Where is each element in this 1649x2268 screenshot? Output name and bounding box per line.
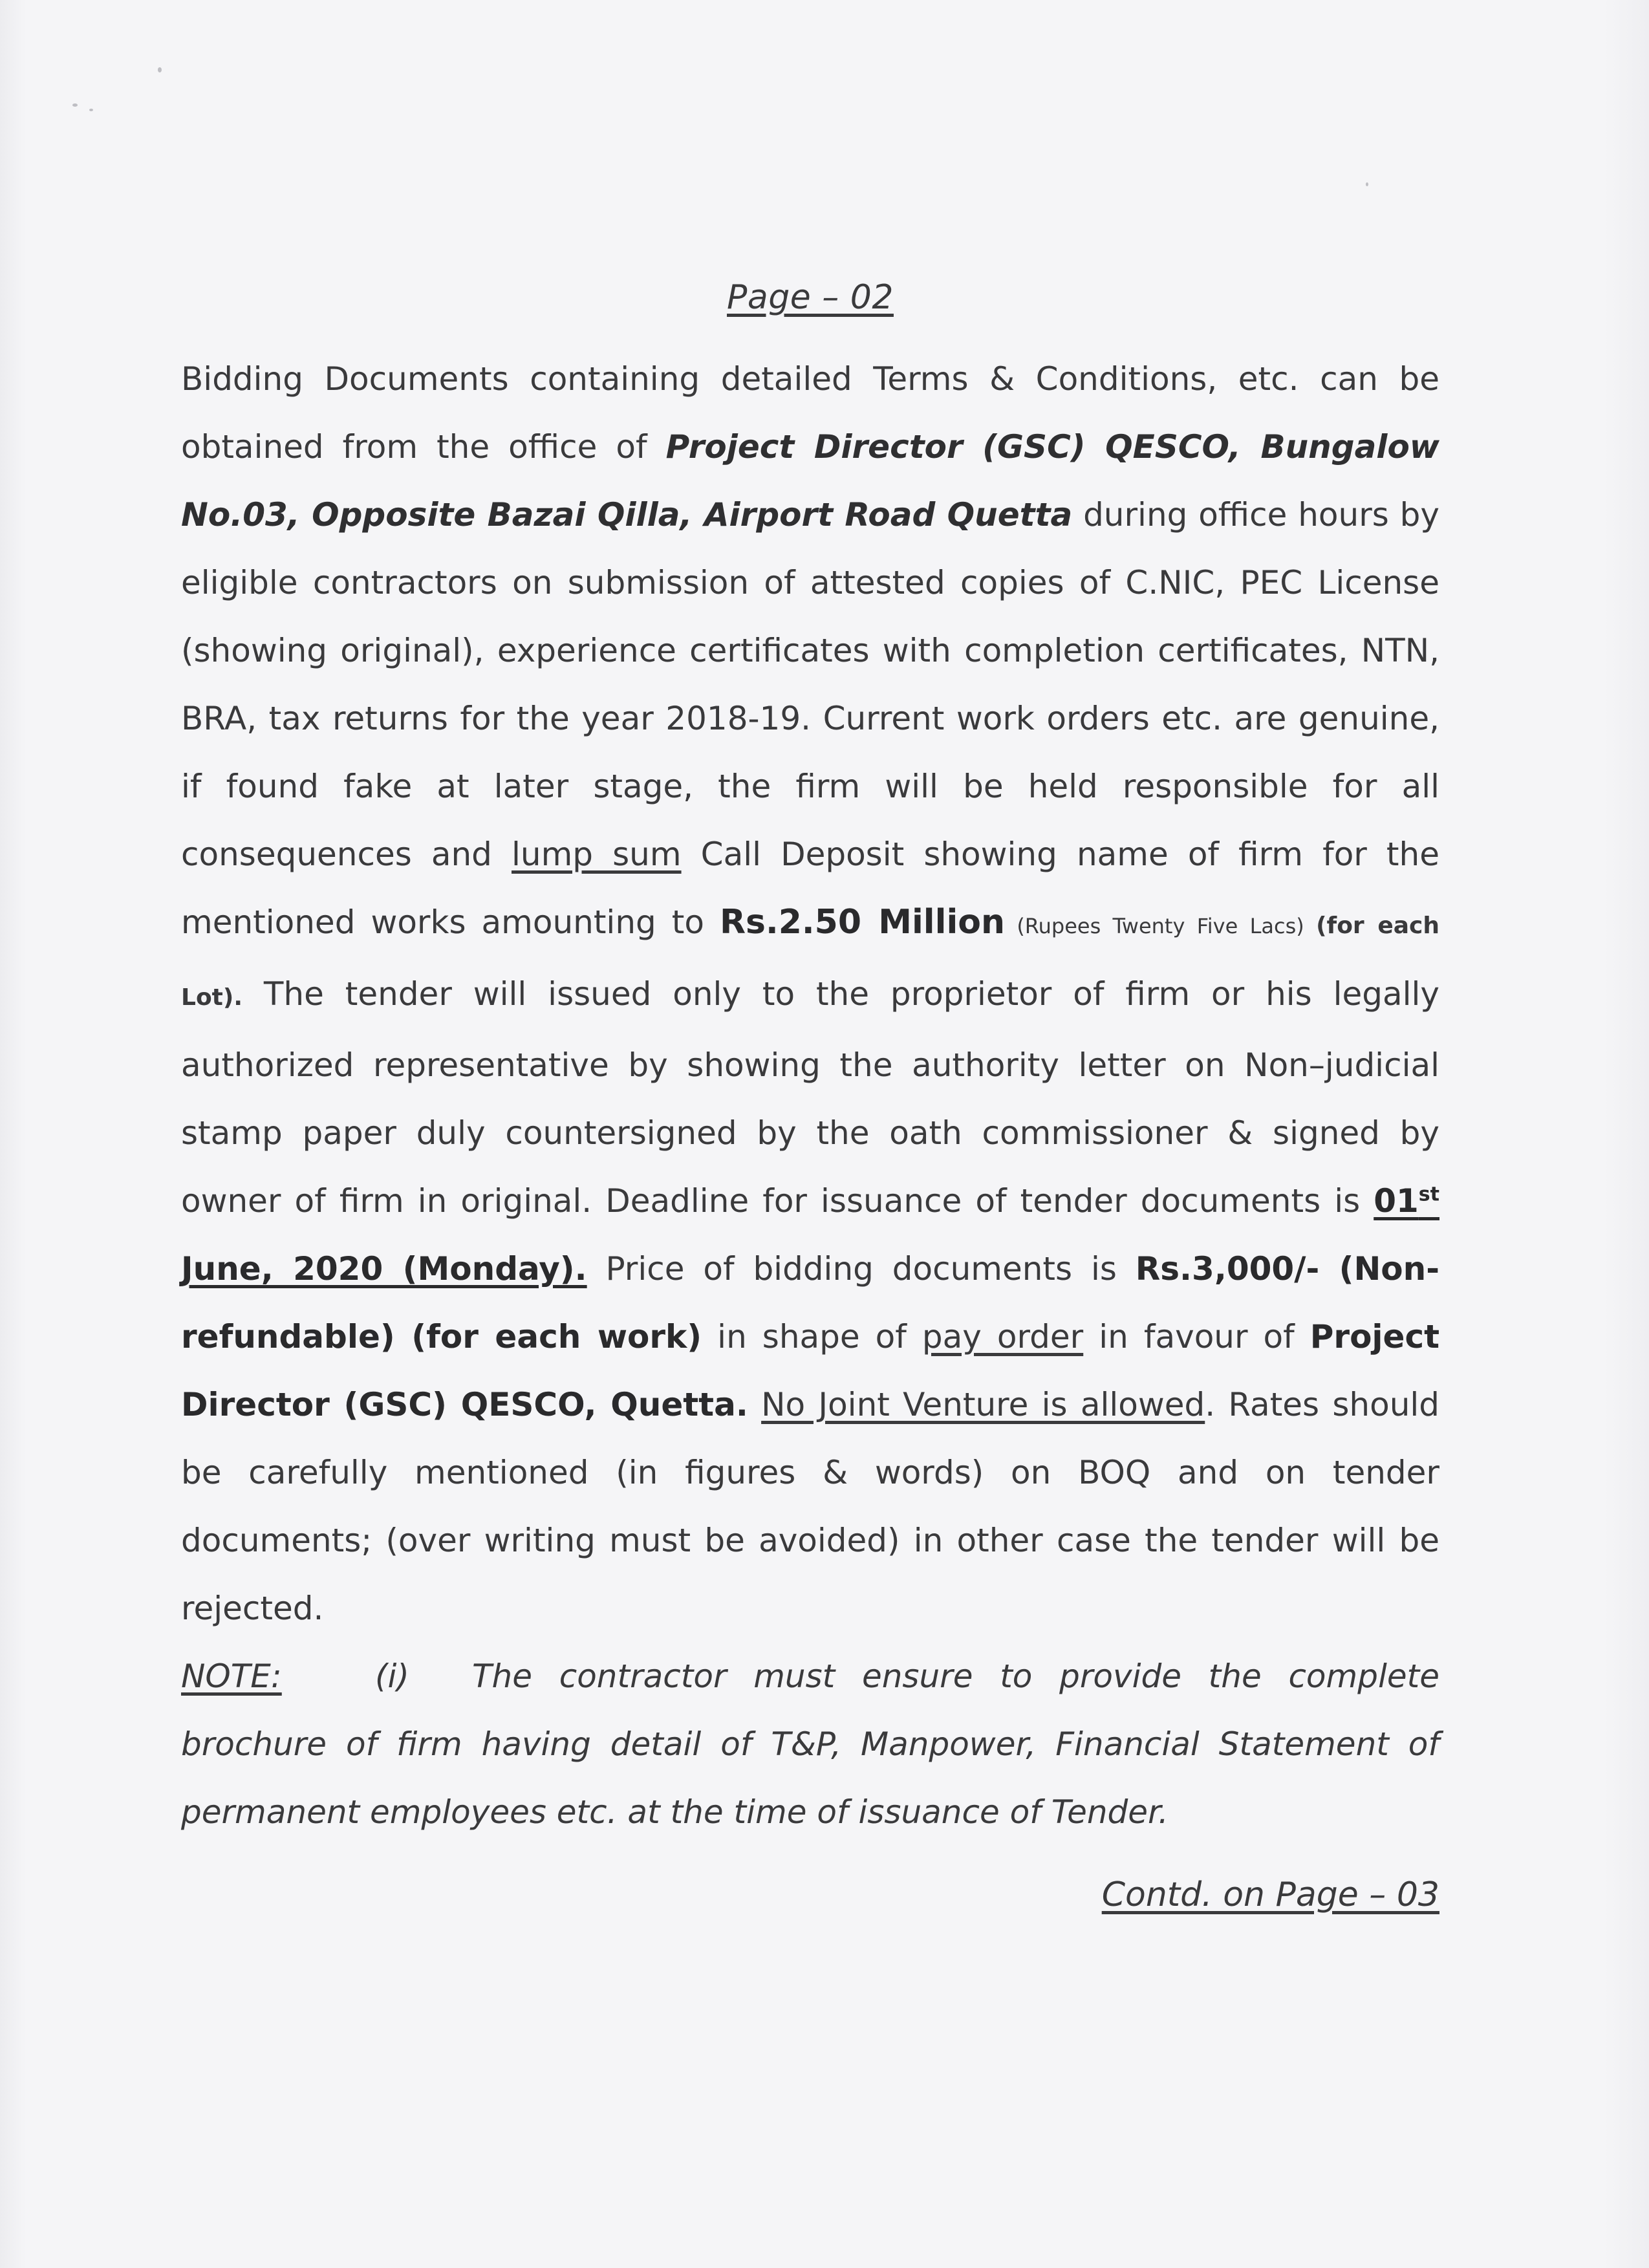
text-run: during office hours by eligible contractors on submission of attested copies of C.NIC, PEC License (showing original), experience certificates with completion certificates, NTN, BRA, tax returns for the year 2018-19. Current work orders etc. are genuine, if found fake at later stage, the firm will be held responsible for all consequences and [181,496,1439,873]
document-content [181,259,1440,1914]
note-label: NOTE: [181,1658,282,1695]
text-run: Bidding Documents containing detailed Terms & Conditions, etc. can be obtained from the office of [181,360,1439,466]
text-run: . Rates should be carefully mentioned (in figures & words) on BOQ and on tender documents; (over writing must be avoided) in other case the tender will be rejected. [181,1386,1440,1627]
scan-speck [158,67,162,72]
text-run [748,1386,761,1423]
no-joint-venture-text: No Joint Venture is allowed [761,1386,1205,1423]
pay-order-text: pay order [921,1318,1084,1355]
deadline-date: 01st June, 2020 (Monday). [181,1182,1439,1288]
deposit-amount: Rs.2.50 Million [719,903,1006,942]
payee-name: Project Director (GSC) QESCO, Quetta. [181,1318,1440,1423]
scan-speck [89,109,93,111]
note-text: The contractor must ensure to provide the complete brochure of firm having detail of T&P, Manpower, Financial Statement of permanent employees etc. at the time of issuance of Tender. [181,1658,1439,1831]
page-number-heading: Page – 02 [727,278,894,317]
note-number: (i) [375,1658,409,1695]
document-price: Rs.3,000/- (Non-refundable) (for each work) [181,1250,1439,1355]
text-run: Call Deposit showing name of firm for the mentioned works amounting to [181,836,1439,941]
text-run: Price of bidding documents is [587,1250,1136,1288]
continued-footer: Contd. on Page – 03 [1101,1875,1439,1914]
note-paragraph [181,1643,1439,1846]
per-lot-note: (for each Lot). [181,913,1440,1011]
text-run: in favour of [1083,1318,1310,1355]
amount-in-words: (Rupees Twenty Five Lacs) [1005,914,1317,938]
office-address: Project Director (GSC) QESCO, Bungalow No.03, Opposite Bazai Qilla, Airport Road Quetta [181,428,1439,534]
main-paragraph [181,345,1439,1643]
scan-speck [1366,182,1368,186]
lump-sum-text: lump sum [512,836,682,873]
scan-speck [72,103,78,107]
text-run: in shape of [702,1318,922,1355]
text-run: The tender will issued only to the proprietor of firm or his legally authorized representative by showing the authority letter on Non–judicial stamp paper duly countersigned by the oath commissioner & signed by owner of firm in original. Deadline for issuance of tender documents is [181,975,1439,1220]
